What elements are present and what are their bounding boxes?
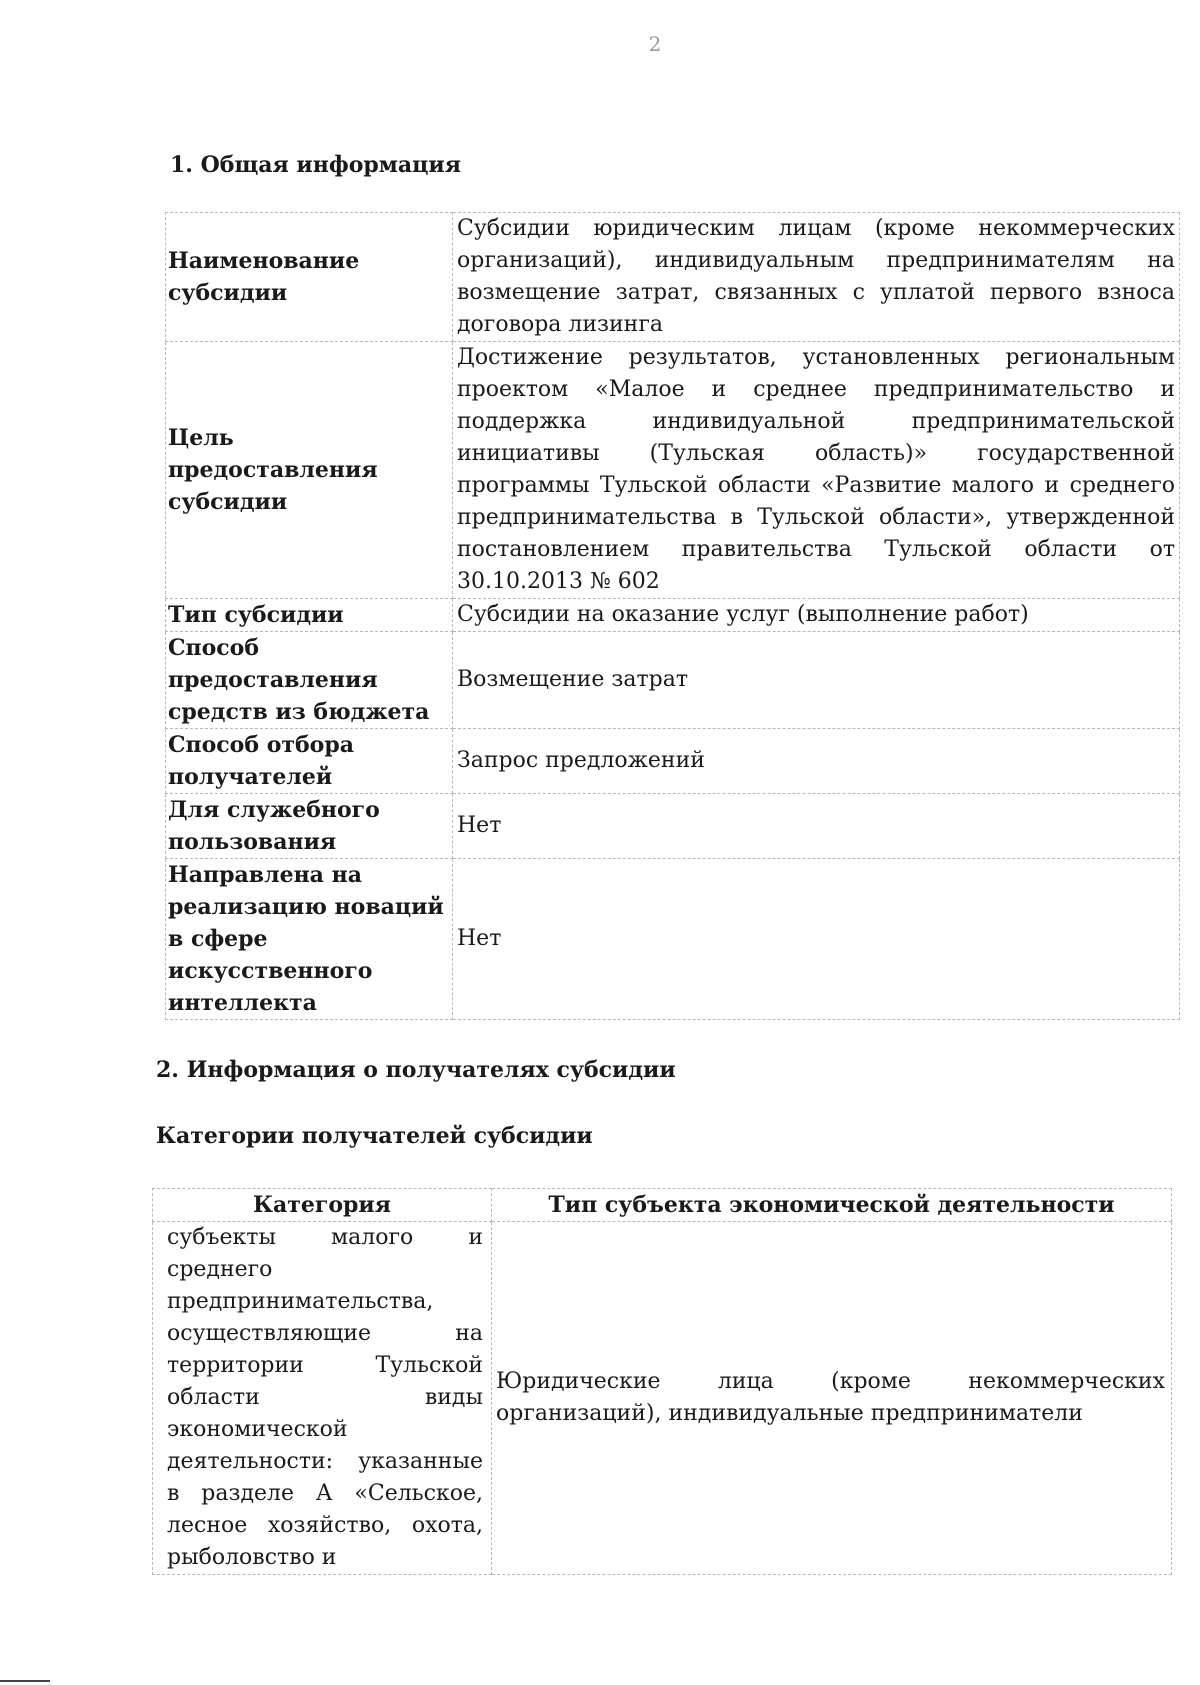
type-cell: Юридические лица (кроме некоммерческих организаций), индивидуальные предприниматели [492,1222,1172,1575]
table-row [153,1222,1172,1575]
subheading-categories: Категории получателей субсидии [156,1123,593,1149]
row-label: Тип субсидии [166,599,453,632]
row-label: Способ отбора получателей [166,729,453,794]
row-value: Достижение результатов, установленных региональным проектом «Малое и среднее предпринимательство и поддержка индивидуальной предпринимательской инициативы (Тульская область)» государственной программы Тульской области «Развитие малого и среднего предпринимательства в Тульской области», утвержденной постановлением правительства Тульской области от 30.10.2013 № 602 [453,342,1180,599]
table-row [166,342,1180,599]
category-cell: субъекты малого и среднего предпринимательства, осуществляющие на территории Тульской области виды экономической деятельности: указанные в разделе А «Сельское, лесное хозяйство, охота, рыболовство и [153,1222,492,1575]
table-row [166,632,1180,729]
row-value: Субсидии на оказание услуг (выполнение работ) [453,599,1180,632]
table-row [166,599,1180,632]
section-heading-general: 1. Общая информация [170,152,461,178]
row-label: Для служебного пользования [166,794,453,859]
categories-table [152,1188,1172,1575]
row-label: Цель предоставления субсидии [166,342,453,599]
row-value: Возмещение затрат [453,632,1180,729]
page-number: 2 [648,32,662,56]
row-value: Нет [453,859,1180,1020]
page-edge-mark [0,1680,50,1682]
table-row [166,213,1180,342]
row-value: Нет [453,794,1180,859]
column-header-category: Категория [153,1189,492,1222]
section-heading-recipients: 2. Информация о получателях субсидии [156,1057,676,1083]
row-label: Направлена на реализацию новаций в сфере искусственного интеллекта [166,859,453,1020]
table-header-row [153,1189,1172,1222]
table-row [166,859,1180,1020]
general-info-table [165,212,1180,1020]
row-label: Способ предоставления средств из бюджета [166,632,453,729]
row-value: Субсидии юридическим лицам (кроме некоммерческих организаций), индивидуальным предпринимателям на возмещение затрат, связанных с уплатой первого взноса договора лизинга [453,213,1180,342]
row-value: Запрос предложений [453,729,1180,794]
row-label: Наименование субсидии [166,213,453,342]
column-header-type: Тип субъекта экономической деятельности [492,1189,1172,1222]
table-row [166,729,1180,794]
table-row [166,794,1180,859]
